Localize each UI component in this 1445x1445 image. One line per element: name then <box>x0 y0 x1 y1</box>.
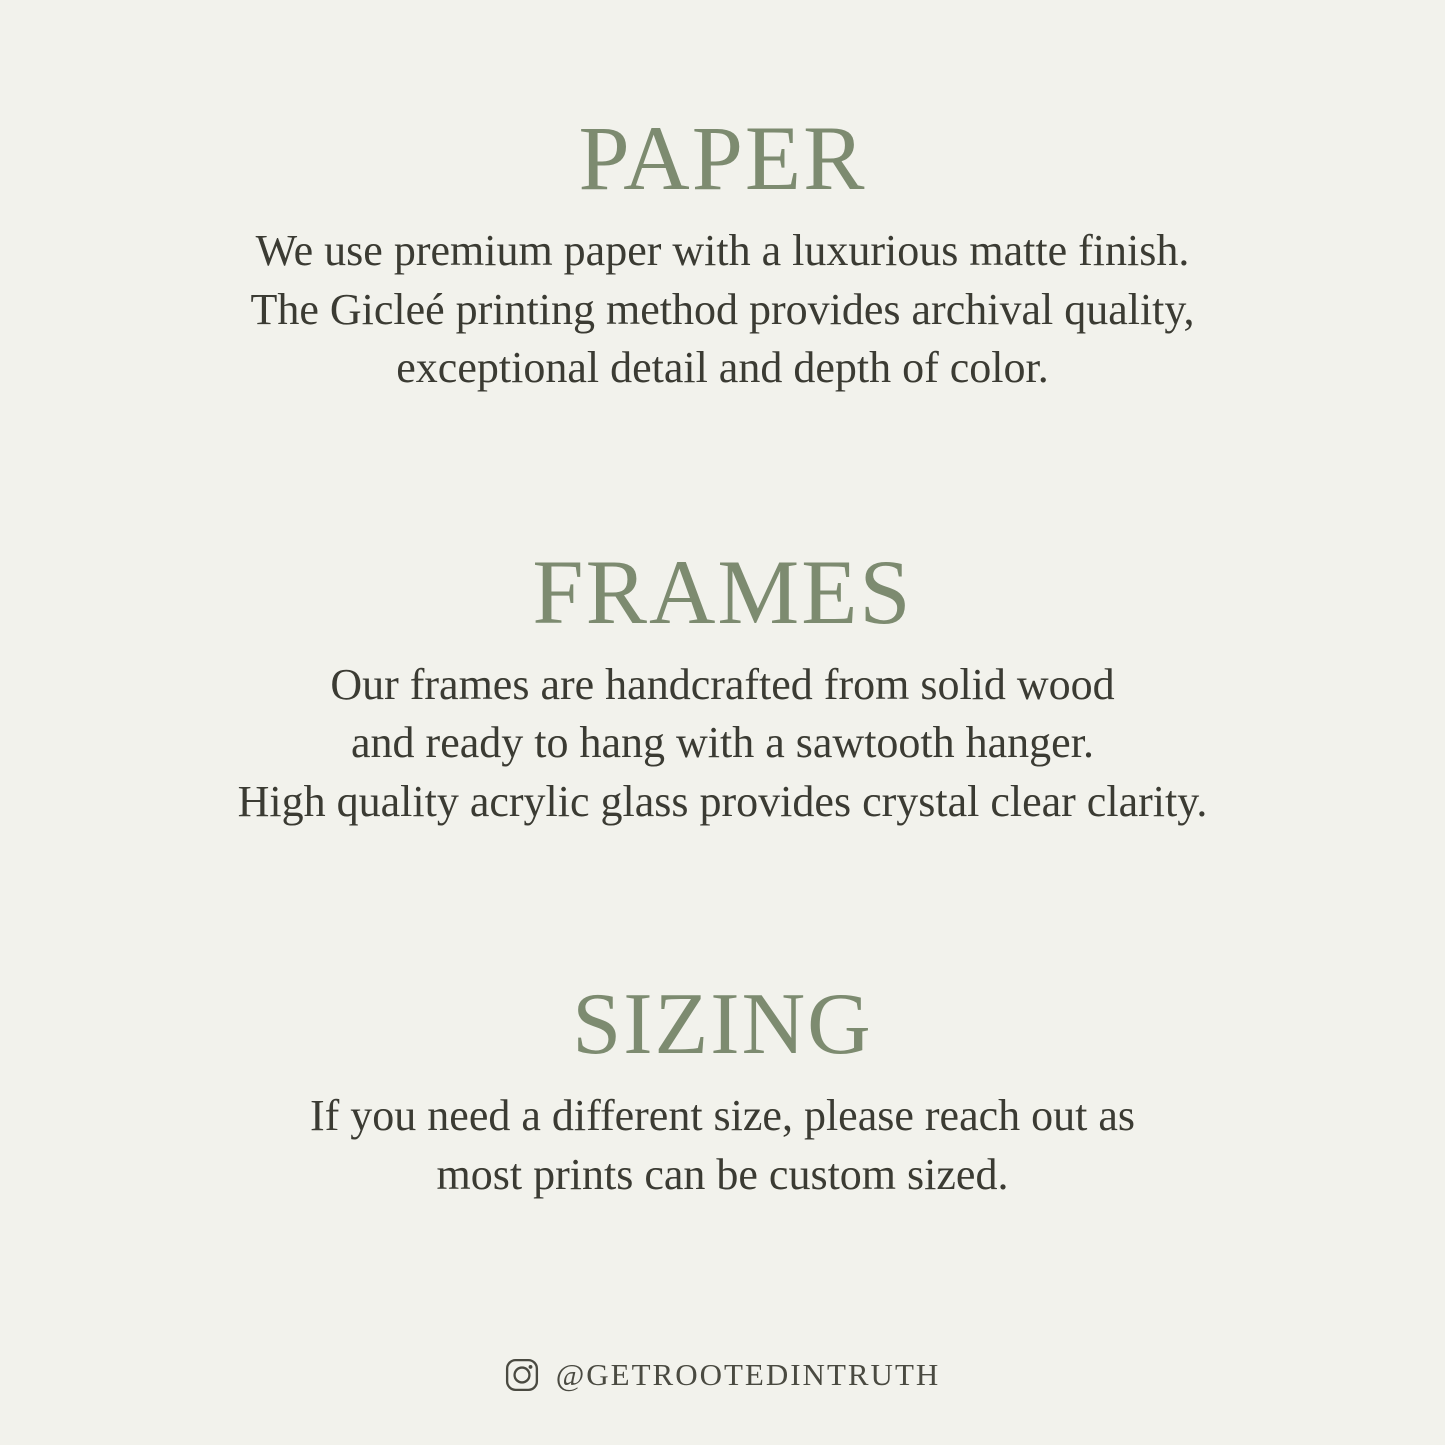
body-line: Our frames are handcrafted from solid wood <box>330 659 1115 709</box>
section-body-frames <box>0 638 1445 832</box>
body-line: High quality acrylic glass provides crystal clear clarity. <box>237 776 1208 826</box>
section-paper <box>0 107 1445 398</box>
section-frames <box>0 540 1445 832</box>
section-body-paper <box>0 204 1445 398</box>
body-line: exceptional detail and depth of color. <box>396 343 1049 393</box>
body-line: We use premium paper with a luxurious matte finish. <box>255 226 1190 275</box>
body-line: most prints can be custom sized. <box>436 1149 1009 1199</box>
instagram-icon <box>505 1358 539 1392</box>
section-title-sizing: SIZING <box>572 976 873 1074</box>
body-line: If you need a different size, please reach out as <box>309 1091 1136 1141</box>
instagram-handle: @GETROOTEDINTRUTH <box>555 1357 941 1392</box>
section-title-frames: FRAMES <box>532 540 913 643</box>
body-line: and ready to hang with a sawtooth hanger. <box>351 718 1094 768</box>
section-body-sizing <box>0 1069 1445 1204</box>
section-sizing <box>0 976 1445 1204</box>
section-title-paper: PAPER <box>578 107 867 209</box>
footer <box>0 1357 1445 1393</box>
body-line: The Gicleé printing method provides archival quality, <box>250 284 1195 334</box>
